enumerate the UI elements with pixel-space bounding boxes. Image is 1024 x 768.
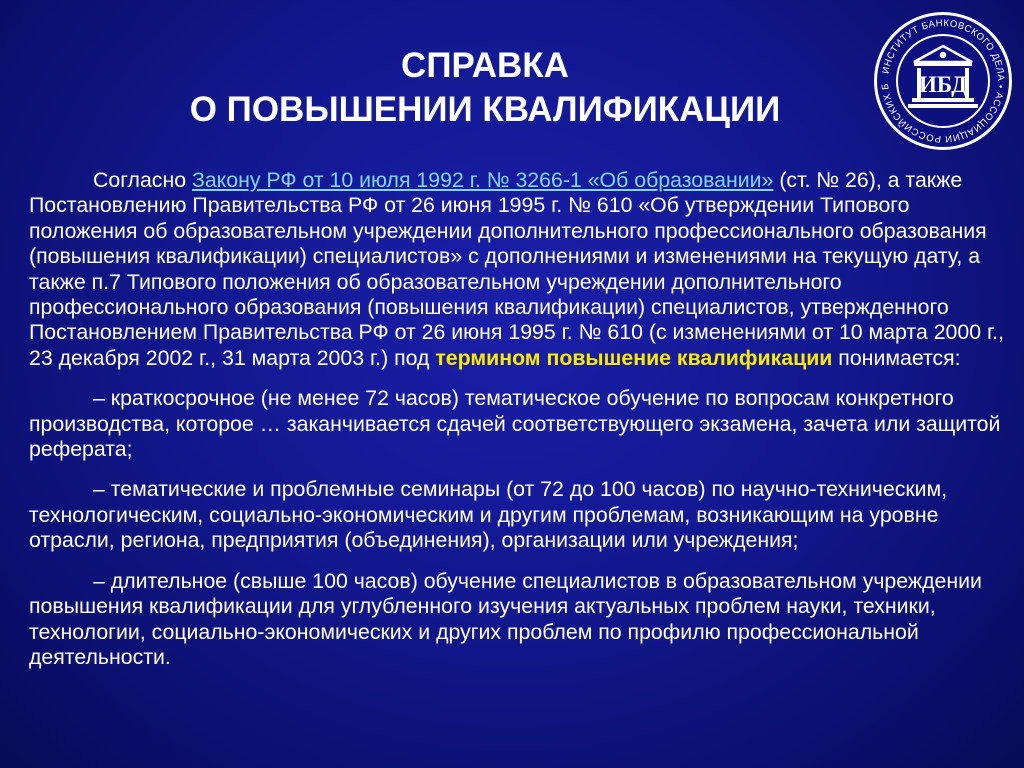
list-item: – тематические и проблемные семинары (от 72 до 100 часов) по научно-техническим, технологическим, социально-экономическим и другим проблемам, возникающим на уровне отрасли, региона, предприятия (объединения), организации или учреждения; (29, 477, 948, 553)
slide-title (100, 44, 870, 132)
law-link[interactable]: Закону РФ от 10 июля 1992 г. № 3266-1 «Об образовании» (191, 168, 774, 192)
list-item: – длительное (свыше 100 часов) обучение специалистов в образовательном учреждении повышения квалификации для углубленного изучения актуальных проблем науки, техники, технологии, социально-экономических и других проблем по профилю профессиональной деятельности. (29, 568, 982, 669)
list-item: – краткосрочное (не менее 72 часов) тематическое обучение по вопросам конкретного производства, которое … заканчивается сдачей соответствующего экзамена, зачета или защитой реферата; (29, 386, 1001, 462)
intro-after-link: (ст. № 26), а также Постановлению Правительства РФ от 26 июня 1995 г. № 610 «Об утверждении Типового положения об образовательном учреждении дополнительного профессионального образования (повышения квалификации) специалистов» с дополнениями и изменениями на текущую дату, а также п.7 Типового положения об образовательном учреждении дополнительного профессионального образования (повышения квалификации) специалистов, утвержденного Постановлением Правительства РФ от 26 июня 1995 г. № 610 (с изменениями от 10 марта 2000 г., 23 декабря 2002 г., 31 марта 2003 г.) под (29, 168, 1004, 370)
logo-ring-text: ИНСТИТУТ БАНКОВСКОГО ДЕЛА • АССОЦИАЦИИ РОССИЙСКИХ Б (879, 17, 1007, 145)
intro-lead: Согласно (93, 168, 192, 192)
logo-monogram: ИБД (918, 72, 968, 97)
title-line-1: СПРАВКА (401, 46, 569, 85)
ibd-logo-emblem (872, 10, 1014, 152)
title-line-2: О ПОВЫШЕНИИ КВАЛИФИКАЦИИ (189, 90, 781, 129)
intro-paragraph (29, 168, 1004, 371)
ibd-logo (872, 10, 1014, 152)
intro-tail: понимается: (832, 345, 961, 370)
document-body (29, 168, 1004, 670)
term-highlight: термином повышение квалификации (435, 345, 833, 370)
